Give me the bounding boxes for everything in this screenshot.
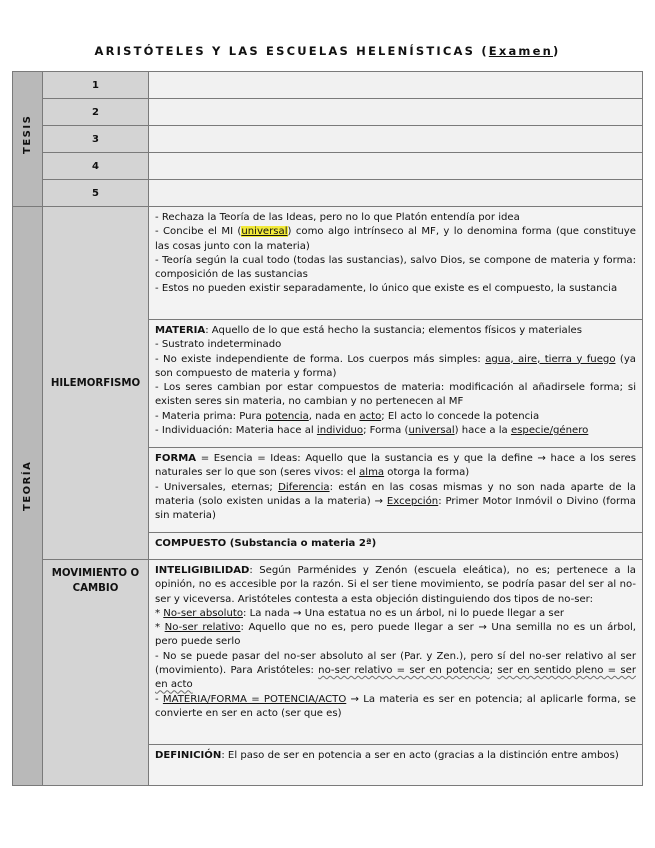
section-teoria: TEORÍA — [13, 207, 43, 786]
tesis-number: 2 — [43, 99, 149, 126]
document-title: ARISTÓTELES Y LAS ESCUELAS HELENÍSTICAS (Examen) — [94, 44, 561, 58]
tesis-number: 3 — [43, 126, 149, 153]
tesis-number: 1 — [43, 72, 149, 99]
compuesto-block: COMPUESTO (Substancia o materia 2ª) — [149, 533, 643, 560]
materia-block: MATERIA: Aquello de lo que está hecho la sustancia; elementos físicos y materiales - Sustrato indeterminado - No existe independiente de forma. Los cuerpos más simples: agua, aire, tierra y fuego (ya son compuesto de materia y forma) - Los seres cambian por estar compuestos de materia: modificación al añadirsele forma; si existen seres sin materia, no cambian y no pertenecen al MF - Materia prima: Pura potencia, nada en acto; El acto lo concede la potencia - Individuación: Materia hace al individuo; Forma (universal) hace a la especie/género — [149, 320, 643, 448]
tesis-answer-field[interactable] — [149, 153, 643, 180]
definicion-block: DEFINICIÓN: El paso de ser en potencia a ser en acto (gracias a la distinción entre ambos) — [149, 745, 643, 786]
tesis-number: 5 — [43, 180, 149, 207]
title-link[interactable]: Examen — [488, 44, 554, 58]
forma-block: FORMA = Esencia = Ideas: Aquello que la sustancia es y que la define → hace a los seres naturales ser lo que son (seres vivos: el alma otorga la forma) - Universales, eternas; Diferencia: están en las cosas mismas y no son nada aparte de la materia (solo existen unidas a la materia) → Excepción: Primer Motor Inmóvil o Divino (forma sin materia) — [149, 448, 643, 533]
topic-hilemorfismo: HILEMORFISMO — [43, 207, 149, 560]
exam-table — [12, 71, 643, 786]
tesis-answer-field[interactable] — [149, 99, 643, 126]
section-tesis: TESIS — [13, 72, 43, 207]
tesis-answer-field[interactable] — [149, 180, 643, 207]
highlighted-term: universal — [241, 226, 288, 238]
topic-movimiento: MOVIMIENTO O CAMBIO — [43, 560, 149, 786]
tesis-answer-field[interactable] — [149, 126, 643, 153]
inteligibilidad-block: INTELIGIBILIDAD: Según Parménides y Zenón (escuela eleática), no es; pertenece a la opinión, no es accesible por la razón. Si el ser tiene movimiento, se podría pasar del ser al no-ser y viceversa. Aristóteles contesta a esta objeción distinguiendo dos tipos de no-ser: * No-ser absoluto: La nada → Una estatua no es un árbol, ni lo puede llegar a ser * No-ser relativo: Aquello que no es, pero puede llegar a ser → Una semilla no es un árbol, pero puede serlo - No se puede pasar del no-ser absoluto al ser (Par. y Zen.), pero sí del no-ser relativo al ser (movimiento). Para Aristóteles: no-ser relativo = ser en potencia; ser en sentido pleno = ser en acto - MATERIA/FORMA = POTENCIA/ACTO → La materia es ser en potencia; al aplicarle forma, se convierte en ser en acto (ser que es) — [149, 560, 643, 745]
tesis-answer-field[interactable] — [149, 72, 643, 99]
tesis-number: 4 — [43, 153, 149, 180]
hilemorfismo-summary: - Rechaza la Teoría de las Ideas, pero no lo que Platón entendía por idea - Concibe el MI (universal) como algo intrínseco al MF, y lo denomina forma (que constituye las cosas junto con la materia) - Teoría según la cual todo (todas las sustancias), salvo Dios, se compone de materia y forma: composición de las sustancias - Estos no pueden existir separadamente, lo único que existe es el compuesto, la sustancia — [149, 207, 643, 320]
